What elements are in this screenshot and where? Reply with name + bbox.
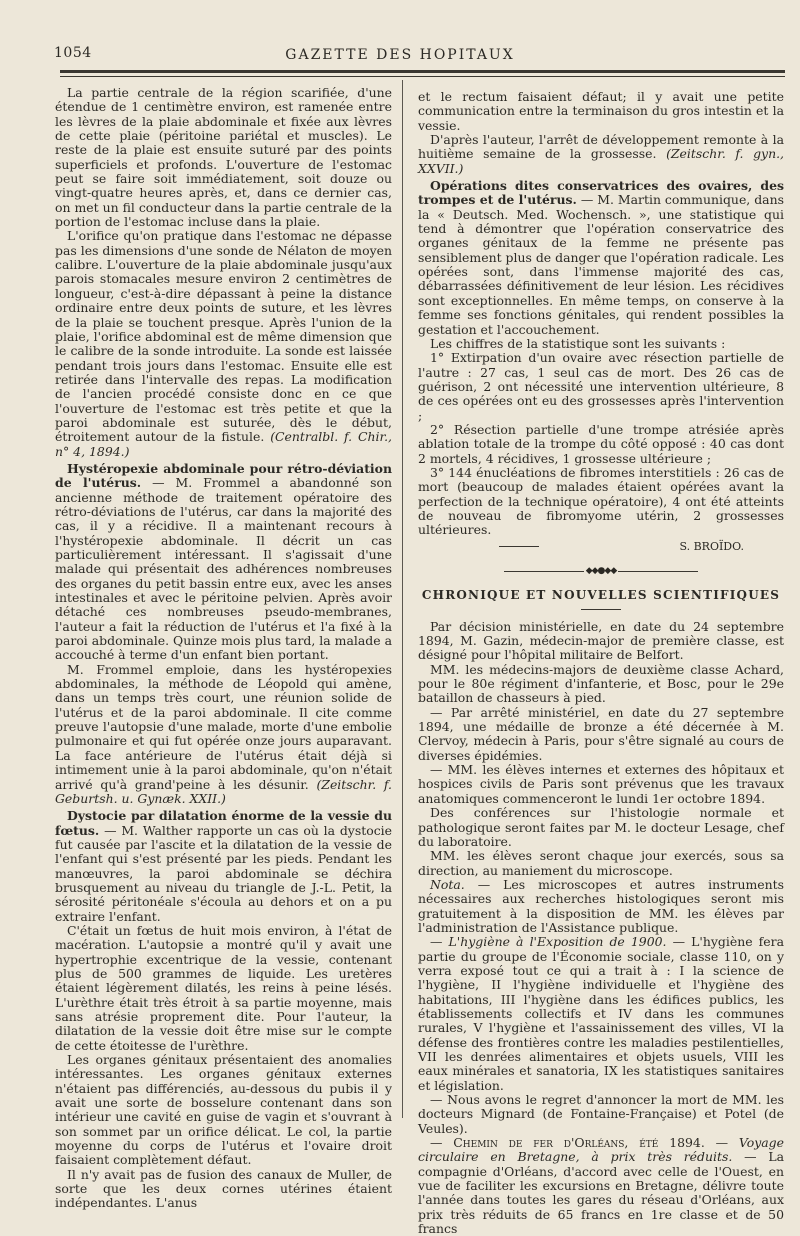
author-signature: S. BROÏDO. bbox=[418, 540, 784, 554]
news-item: — L'hygiène à l'Exposition de 1900. — L'hygiène fera partie du groupe de l'Économie sociale, classe 110, on y verra exposé tout ce qui a trait à : I la science de l'hygiène, II l'hygiène individuelle et l'hygiène des habitations, III l'hygiène dans les édifices publics, les établissements collectifs et IV dans les communes rurales, V l'hygiène et l'assainissement des villes, VI la défense des frontières contre les maladies pestilentielles, VII les denrées alimentaires et objets usuels, VIII les eaux minérales et sanatoria, IX les statistiques sanitaires et législation. bbox=[418, 934, 784, 1093]
paragraph: C'était un fœtus de huit mois environ, à l'état de macération. L'autopsie a montré qu'il y avait une hypertrophie excentrique de la vessie, contenant plus de 500 grammes de liquide. Les uretères étaient légèrement dilatés, les reins à peine lésés. L'urèthre était très étroit à sa partie moyenne, mais sans atrésie proprement dite. Pour l'auteur, la dilatation de la vessie doit être mise sur le compte de cette étoitesse de l'urèthre. bbox=[55, 922, 392, 1053]
paragraph: M. Frommel emploie, dans les hystéropexies abdominales, la méthode de Léopold qui amène, dans un temps très court, une réunion solide de l'utérus et de la paroi abdominale. Il cite comme preuve l'autopsie d'une malade, morte d'une embolie pulmonaire et qui fut opérée onze jours auparavant. La face antérieure de l'utérus était déjà si intimement unie à la paroi abdominale, qu'on n'était arrivé qu'à grand'peine à les désunir. (Zeitschr. f. Geburtsh. u. Gynæk. XXII.) bbox=[55, 661, 392, 806]
right-column bbox=[418, 90, 784, 1236]
left-column bbox=[55, 86, 392, 1211]
article-heading: Opérations dites conservatrices des ovaires, des trompes et de l'utérus. bbox=[418, 178, 784, 208]
article: Opérations dites conservatrices des ovaires, des trompes et de l'utérus. — M. Martin communique, dans la « Deutsch. Med. Wochensch. », une statistique qui tend à démontrer que l'opération conservatrice des organes génitaux de la femme ne présente pas sensiblement plus de danger que l'opération radicale. Les opérées sont, dans l'immense majorité des cas, débarrassées définitivement de leur lésion. Les récidives sont exceptionnelles. En même temps, on conserve à la femme ses fonctions génitales, qui rendent possibles la gestation et l'accouchement. bbox=[418, 178, 784, 337]
news-item: MM. les médecins-majors de deuxième classe Achard, pour le 80e régiment d'infanterie, et Bosc, pour le 29e bataillon de chasseurs à pied. bbox=[418, 661, 784, 706]
paragraph: Les organes génitaux présentaient des anomalies intéressantes. Les organes génitaux externes n'étaient pas différenciés, au-dessous du pubis il y avait une sorte de bosselure contenant dans son intérieur une cavité en guise de vagin et s'ouvrant à son sommet par un orifice délicat. Le col, la partie moyenne du corps de l'utérus et l'ovaire droit faisaient complètement défaut. bbox=[55, 1052, 392, 1168]
citation: (Centralbl. f. Chir., n° 4, 1894.) bbox=[55, 429, 392, 459]
header-rule bbox=[60, 70, 785, 73]
list-item: 1° Extirpation d'un ovaire avec résection partielle de l'autre : 27 cas, 1 seul cas de mort. Des 26 cas de guérison, 2 ont nécessité une intervention ultérieure, 8 de ces opérées ont eu des grossesses après l'intervention ; bbox=[418, 350, 784, 423]
paragraph: et le rectum faisaient défaut; il y avait une petite communication entre la terminaison du gros intestin et la vessie. bbox=[418, 89, 784, 133]
paragraph: Il n'y avait pas de fusion des canaux de Muller, de sorte que les deux cornes utérines étaient indépendantes. L'anus bbox=[55, 1166, 392, 1211]
paragraph: D'après l'auteur, l'arrêt de développement remonte à la huitième semaine de la grossesse. (Zeitschr. f. gyn., XXVII.) bbox=[418, 132, 784, 176]
paragraph: L'orifice qu'on pratique dans l'estomac ne dépasse pas les dimensions d'une sonde de Nélaton de moyen calibre. L'ouverture de la plaie abdominale jusqu'aux parois stomacales mesure environ 2 centimètres de longueur, c'est-à-dire dépassant à peine la distance ordinaire entre deux points de suture, et les lèvres de la plaie se touchent presque. Après l'union de la plaie, l'orifice abdominal est de même dimension que le calibre de la sonde introduite. La sonde est laissée pendant trois jours dans l'estomac. Ensuite elle est retirée dans l'intervalle des repas. La modification de l'ancien procédé consiste donc en ce que l'ouverture de l'estomac est très petite et que la paroi abdominale est suturée, dès le début, étroitement autour de la fistule. (Centralbl. f. Chir., n° 4, 1894.) bbox=[55, 228, 392, 459]
news-item: — Chemin de fer d'Orléans, été 1894. — Voyage circulaire en Bretagne, à prix très réduits. — La compagnie d'Orléans, d'accord avec celle de l'Ouest, en vue de faciliter les excursions en Bretagne, délivre toute l'année dans toutes les gares du réseau d'Orléans, aux prix très réduits de 65 francs en 1re classe et de 50 francs bbox=[418, 1135, 785, 1236]
list-item: 2° Résection partielle d'une trompe atrésiée après ablation totale de la trompe du côté opposé : 40 cas dont 2 mortels, 4 récidives, 1 grossesse ultérieure ; bbox=[418, 421, 784, 466]
ornament-divider: ◆◆●◆◆ bbox=[418, 564, 784, 578]
page-number: 1054 bbox=[54, 45, 92, 61]
news-item: — Nous avons le regret d'annoncer la mort de MM. les docteurs Mignard (de Fontaine-Française) et Potel (de Veules). bbox=[418, 1092, 784, 1136]
article: Dystocie par dilatation énorme de la vessie du fœtus. — M. Walther rapporte un cas où la dystocie fut causée par l'ascite et la dilatation de la vessie de l'enfant qui s'est présenté par les pieds. Pendant les manœuvres, la paroi abdominale se déchira brusquement au niveau du triangle de J.-L. Petit, la sérosité péritonéale s'écoula au dehors et on a pu extraire l'enfant. bbox=[55, 808, 392, 924]
news-item: — MM. les élèves internes et externes des hôpitaux et hospices civils de Paris sont prévenus que les travaux anatomiques commenceront le lundi 1er octobre 1894. bbox=[418, 762, 784, 806]
citation: (Zeitschr. f. Geburtsh. u. Gynæk. XXII.) bbox=[55, 776, 392, 806]
citation: (Zeitschr. f. gyn., XXVII.) bbox=[418, 146, 784, 176]
paragraph: La partie centrale de la région scarifiée, d'une étendue de 1 centimètre environ, est ramenée entre les lèvres de la plaie abdominale et fixée aux lèvres de cette plaie (péritoine pariétal et muscles). Le reste de la plaie est ensuite suturé par des points superficiels et profonds. L'ouverture de l'estomac peut se faire soit immédiatement, soit douze ou vingt-quatre heures après, et, dans ce dernier cas, on met un fil conducteur dans la partie centrale de la portion de l'estomac incluse dans la plaie. bbox=[55, 85, 392, 230]
list-item: 3° 144 énucléations de fibromes interstitiels : 26 cas de mort (beaucoup de malades étaient opérées avant la perfection de la technique opératoire), 4 ont été atteints de nouveau de fibromyome utérin, 2 grossesses ultérieures. bbox=[418, 464, 784, 538]
article: Hystéropexie abdominale pour rétro-déviation de l'utérus. — M. Frommel a abandonné son ancienne méthode de traitement opératoire des rétro-déviations de l'utérus, car dans la majorité des cas, il y a récidive. Il a maintenant recours à l'hystéropexie abdominale. Il décrit un cas particulièrement intéressant. Il s'agissait d'une malade qui présentait des adhérences nombreuses des organes du petit bassin entre eux, avec les anses intestinales et avec le péritoine pelvien. Après avoir détaché ces nombreuses pseudo-membranes, l'auteur a fait la réduction de l'utérus et l'a fixé à la paroi abdominale. Quinze mois plus tard, la malade a accouché à terme d'un enfant bien portant. bbox=[55, 460, 392, 663]
journal-title: GAZETTE DES HOPITAUX bbox=[285, 47, 515, 63]
news-item: Des conférences sur l'histologie normale et pathologique seront faites par M. le docteur Lesage, chef du laboratoire. bbox=[418, 805, 784, 849]
paragraph: Les chiffres de la statistique sont les suivants : bbox=[430, 335, 726, 351]
section-rule bbox=[581, 609, 621, 610]
header-rule-thin bbox=[60, 76, 785, 77]
article-heading: Hystéropexie abdominale pour rétro-déviation de l'utérus. bbox=[55, 460, 392, 491]
article-heading: Dystocie par dilatation énorme de la vessie du fœtus. bbox=[55, 808, 392, 838]
news-item: Nota. — Les microscopes et autres instruments nécessaires aux recherches histologiques seront mis gratuitement à la disposition de MM. les élèves par l'administration de l'Assistance publique. bbox=[418, 876, 784, 935]
news-item: Par décision ministérielle, en date du 24 septembre 1894, M. Gazin, médecin-major de première classe, est désigné pour l'hôpital militaire de Belfort. bbox=[418, 618, 784, 663]
column-divider bbox=[402, 80, 403, 1118]
news-item: — Par arrêté ministériel, en date du 27 septembre 1894, une médaille de bronze a été décernée à M. Clervoy, médecin à Paris, pour s'être signalé au cours de diverses épidémies. bbox=[418, 704, 784, 763]
news-item: MM. les élèves seront chaque jour exercés, sous sa direction, au maniement du microscope. bbox=[418, 848, 784, 878]
section-title: CHRONIQUE ET NOUVELLES SCIENTIFIQUES bbox=[421, 588, 781, 603]
